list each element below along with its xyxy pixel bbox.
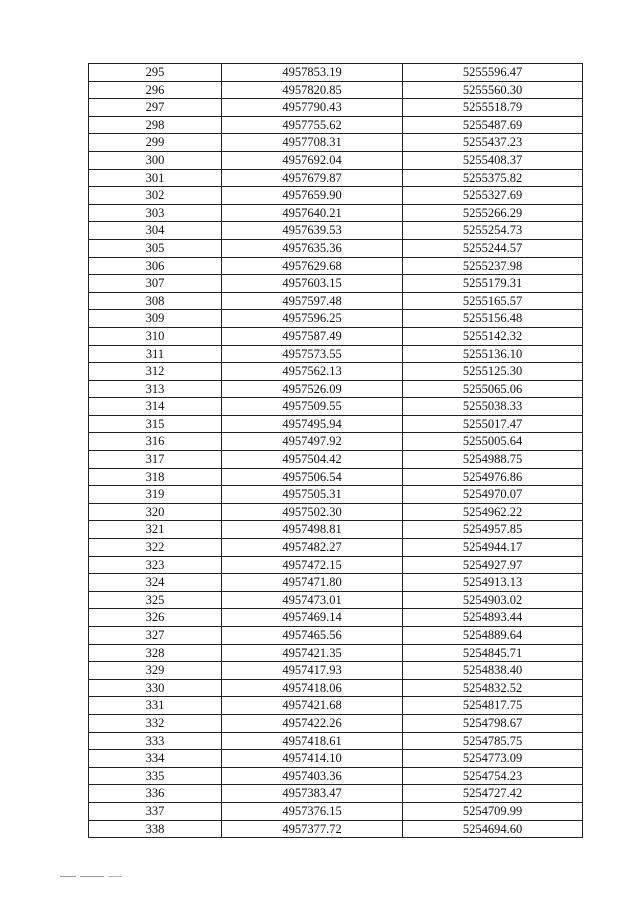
y-coordinate-cell: 5254817.75 (403, 697, 583, 715)
x-coordinate-cell: 4957482.27 (222, 539, 403, 557)
point-number-cell: 322 (89, 539, 222, 557)
y-coordinate-cell: 5254944.17 (403, 539, 583, 557)
point-number-cell: 316 (89, 433, 222, 451)
x-coordinate-cell: 4957853.19 (222, 64, 403, 82)
x-coordinate-cell: 4957502.30 (222, 503, 403, 521)
y-coordinate-cell: 5255179.31 (403, 275, 583, 293)
table-row (89, 380, 583, 398)
x-coordinate-cell: 4957418.61 (222, 732, 403, 750)
y-coordinate-cell: 5254913.13 (403, 574, 583, 592)
point-number-cell: 323 (89, 556, 222, 574)
table-row (89, 327, 583, 345)
point-number-cell: 317 (89, 451, 222, 469)
y-coordinate-cell: 5255237.98 (403, 257, 583, 275)
y-coordinate-cell: 5254727.42 (403, 785, 583, 803)
y-coordinate-cell: 5254988.75 (403, 451, 583, 469)
table-row (89, 468, 583, 486)
y-coordinate-cell: 5255244.57 (403, 239, 583, 257)
x-coordinate-cell: 4957505.31 (222, 486, 403, 504)
x-coordinate-cell: 4957498.81 (222, 521, 403, 539)
table-row (89, 64, 583, 82)
x-coordinate-cell: 4957597.48 (222, 292, 403, 310)
x-coordinate-cell: 4957377.72 (222, 820, 403, 838)
table-row (89, 785, 583, 803)
table-row (89, 415, 583, 433)
table-row (89, 116, 583, 134)
point-number-cell: 313 (89, 380, 222, 398)
y-coordinate-cell: 5255518.79 (403, 99, 583, 117)
x-coordinate-cell: 4957383.47 (222, 785, 403, 803)
point-number-cell: 328 (89, 644, 222, 662)
table-row (89, 503, 583, 521)
x-coordinate-cell: 4957587.49 (222, 327, 403, 345)
x-coordinate-cell: 4957497.92 (222, 433, 403, 451)
point-number-cell: 324 (89, 574, 222, 592)
table-row (89, 609, 583, 627)
y-coordinate-cell: 5255136.10 (403, 345, 583, 363)
y-coordinate-cell: 5254889.64 (403, 627, 583, 645)
point-number-cell: 325 (89, 591, 222, 609)
point-number-cell: 315 (89, 415, 222, 433)
y-coordinate-cell: 5255266.29 (403, 204, 583, 222)
x-coordinate-cell: 4957465.56 (222, 627, 403, 645)
table-row (89, 539, 583, 557)
x-coordinate-cell: 4957573.55 (222, 345, 403, 363)
point-number-cell: 335 (89, 767, 222, 785)
y-coordinate-cell: 5255596.47 (403, 64, 583, 82)
table-row (89, 222, 583, 240)
point-number-cell: 298 (89, 116, 222, 134)
x-coordinate-cell: 4957635.36 (222, 239, 403, 257)
point-number-cell: 326 (89, 609, 222, 627)
table-row (89, 398, 583, 416)
y-coordinate-cell: 5254838.40 (403, 662, 583, 680)
table-row (89, 591, 583, 609)
table-row (89, 644, 583, 662)
table-row (89, 81, 583, 99)
y-coordinate-cell: 5255142.32 (403, 327, 583, 345)
table-row (89, 627, 583, 645)
point-number-cell: 336 (89, 785, 222, 803)
table-row (89, 714, 583, 732)
point-number-cell: 301 (89, 169, 222, 187)
table-row (89, 662, 583, 680)
x-coordinate-cell: 4957376.15 (222, 802, 403, 820)
point-number-cell: 331 (89, 697, 222, 715)
footer-marks (60, 874, 130, 878)
y-coordinate-cell: 5255560.30 (403, 81, 583, 99)
point-number-cell: 299 (89, 134, 222, 152)
point-number-cell: 319 (89, 486, 222, 504)
x-coordinate-cell: 4957506.54 (222, 468, 403, 486)
table-row (89, 521, 583, 539)
point-number-cell: 295 (89, 64, 222, 82)
point-number-cell: 338 (89, 820, 222, 838)
x-coordinate-cell: 4957472.15 (222, 556, 403, 574)
point-number-cell: 337 (89, 802, 222, 820)
table-row (89, 574, 583, 592)
x-coordinate-cell: 4957790.43 (222, 99, 403, 117)
y-coordinate-cell: 5255065.06 (403, 380, 583, 398)
y-coordinate-cell: 5255125.30 (403, 363, 583, 381)
point-number-cell: 329 (89, 662, 222, 680)
x-coordinate-cell: 4957603.15 (222, 275, 403, 293)
y-coordinate-cell: 5254832.52 (403, 679, 583, 697)
table-row (89, 486, 583, 504)
table-row (89, 345, 583, 363)
point-number-cell: 310 (89, 327, 222, 345)
x-coordinate-cell: 4957418.06 (222, 679, 403, 697)
y-coordinate-cell: 5254927.97 (403, 556, 583, 574)
y-coordinate-cell: 5254957.85 (403, 521, 583, 539)
table-row (89, 99, 583, 117)
point-number-cell: 306 (89, 257, 222, 275)
y-coordinate-cell: 5255437.23 (403, 134, 583, 152)
table-row (89, 204, 583, 222)
x-coordinate-cell: 4957414.10 (222, 750, 403, 768)
y-coordinate-cell: 5254773.09 (403, 750, 583, 768)
point-number-cell: 304 (89, 222, 222, 240)
table-row (89, 679, 583, 697)
x-coordinate-cell: 4957596.25 (222, 310, 403, 328)
y-coordinate-cell: 5255327.69 (403, 187, 583, 205)
y-coordinate-cell: 5255017.47 (403, 415, 583, 433)
table-row (89, 750, 583, 768)
x-coordinate-cell: 4957755.62 (222, 116, 403, 134)
point-number-cell: 321 (89, 521, 222, 539)
y-coordinate-cell: 5254976.86 (403, 468, 583, 486)
table-row (89, 134, 583, 152)
table-row (89, 556, 583, 574)
table-row (89, 732, 583, 750)
x-coordinate-cell: 4957562.13 (222, 363, 403, 381)
point-number-cell: 307 (89, 275, 222, 293)
point-number-cell: 296 (89, 81, 222, 99)
y-coordinate-cell: 5255005.64 (403, 433, 583, 451)
point-number-cell: 308 (89, 292, 222, 310)
y-coordinate-cell: 5254709.99 (403, 802, 583, 820)
point-number-cell: 334 (89, 750, 222, 768)
x-coordinate-cell: 4957639.53 (222, 222, 403, 240)
footer-mark (80, 876, 104, 877)
table-row (89, 363, 583, 381)
y-coordinate-cell: 5254970.07 (403, 486, 583, 504)
x-coordinate-cell: 4957471.80 (222, 574, 403, 592)
footer-mark (60, 876, 76, 877)
y-coordinate-cell: 5254694.60 (403, 820, 583, 838)
y-coordinate-cell: 5254798.67 (403, 714, 583, 732)
x-coordinate-cell: 4957469.14 (222, 609, 403, 627)
table-row (89, 820, 583, 838)
y-coordinate-cell: 5255038.33 (403, 398, 583, 416)
y-coordinate-cell: 5255487.69 (403, 116, 583, 134)
y-coordinate-cell: 5255156.48 (403, 310, 583, 328)
x-coordinate-cell: 4957417.93 (222, 662, 403, 680)
table-row (89, 802, 583, 820)
x-coordinate-cell: 4957403.36 (222, 767, 403, 785)
table-row (89, 239, 583, 257)
point-number-cell: 302 (89, 187, 222, 205)
x-coordinate-cell: 4957495.94 (222, 415, 403, 433)
x-coordinate-cell: 4957679.87 (222, 169, 403, 187)
y-coordinate-cell: 5254785.75 (403, 732, 583, 750)
x-coordinate-cell: 4957820.85 (222, 81, 403, 99)
y-coordinate-cell: 5255165.57 (403, 292, 583, 310)
point-number-cell: 330 (89, 679, 222, 697)
point-number-cell: 327 (89, 627, 222, 645)
table-row (89, 451, 583, 469)
x-coordinate-cell: 4957659.90 (222, 187, 403, 205)
x-coordinate-cell: 4957504.42 (222, 451, 403, 469)
x-coordinate-cell: 4957509.55 (222, 398, 403, 416)
table-row (89, 433, 583, 451)
x-coordinate-cell: 4957692.04 (222, 151, 403, 169)
x-coordinate-cell: 4957640.21 (222, 204, 403, 222)
point-number-cell: 309 (89, 310, 222, 328)
point-number-cell: 332 (89, 714, 222, 732)
x-coordinate-cell: 4957708.31 (222, 134, 403, 152)
point-number-cell: 318 (89, 468, 222, 486)
point-number-cell: 297 (89, 99, 222, 117)
point-number-cell: 312 (89, 363, 222, 381)
point-number-cell: 300 (89, 151, 222, 169)
y-coordinate-cell: 5254893.44 (403, 609, 583, 627)
table-row (89, 310, 583, 328)
y-coordinate-cell: 5254962.22 (403, 503, 583, 521)
y-coordinate-cell: 5254845.71 (403, 644, 583, 662)
y-coordinate-cell: 5254903.02 (403, 591, 583, 609)
coordinates-table (88, 63, 583, 838)
point-number-cell: 311 (89, 345, 222, 363)
y-coordinate-cell: 5254754.23 (403, 767, 583, 785)
point-number-cell: 333 (89, 732, 222, 750)
y-coordinate-cell: 5255375.82 (403, 169, 583, 187)
coordinates-table-body (89, 64, 583, 838)
y-coordinate-cell: 5255408.37 (403, 151, 583, 169)
y-coordinate-cell: 5255254.73 (403, 222, 583, 240)
table-row (89, 169, 583, 187)
table-row (89, 767, 583, 785)
table-row (89, 275, 583, 293)
table-row (89, 151, 583, 169)
point-number-cell: 320 (89, 503, 222, 521)
x-coordinate-cell: 4957526.09 (222, 380, 403, 398)
table-row (89, 187, 583, 205)
point-number-cell: 314 (89, 398, 222, 416)
x-coordinate-cell: 4957473.01 (222, 591, 403, 609)
x-coordinate-cell: 4957422.26 (222, 714, 403, 732)
table-row (89, 292, 583, 310)
table-row (89, 257, 583, 275)
x-coordinate-cell: 4957629.68 (222, 257, 403, 275)
table-row (89, 697, 583, 715)
point-number-cell: 303 (89, 204, 222, 222)
x-coordinate-cell: 4957421.35 (222, 644, 403, 662)
x-coordinate-cell: 4957421.68 (222, 697, 403, 715)
footer-mark (108, 876, 122, 877)
point-number-cell: 305 (89, 239, 222, 257)
